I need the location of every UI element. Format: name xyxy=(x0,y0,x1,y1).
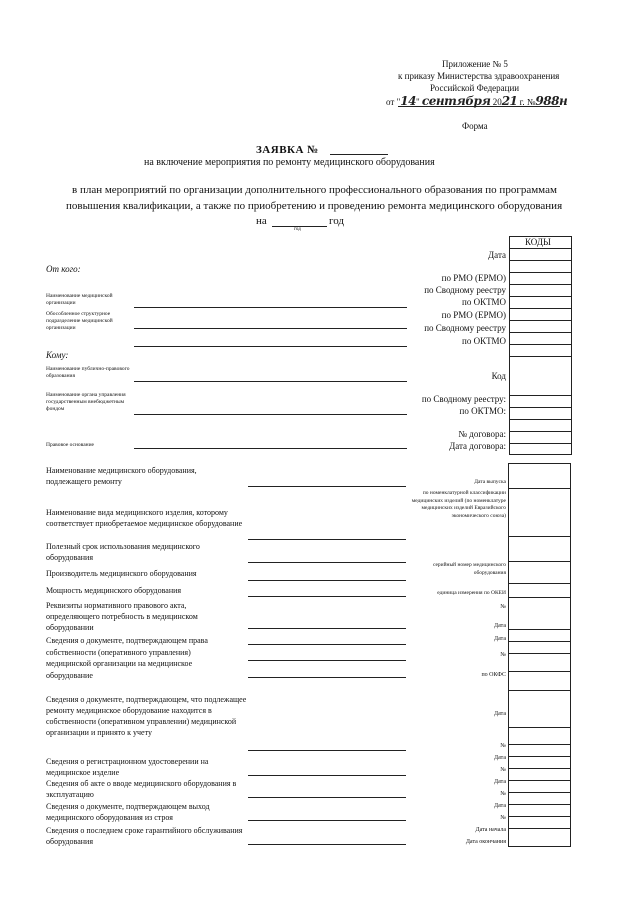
from-org-name-line xyxy=(134,307,407,308)
code-kod-label: Код xyxy=(491,371,506,381)
plan-year-suffix: год xyxy=(329,215,345,227)
equip-serial-label: серийный номер медицинского оборудования xyxy=(432,562,506,576)
order-number: 988н xyxy=(535,94,568,108)
equip-commissioning-no: № xyxy=(500,791,506,797)
equip-manufacturer-line xyxy=(248,580,406,581)
application-number-line xyxy=(330,154,388,155)
equip-name-label: Наименование медицинского оборудования, подлежащего ремонту xyxy=(46,466,197,486)
from-label: От кого: xyxy=(46,264,81,274)
equip-accounting-no: № xyxy=(500,743,506,749)
equip-warranty-label: Сведения о последнем сроке гарантийного обслуживания оборудования xyxy=(46,826,243,846)
equip-useful-life-label: Полезный срок использования медицинского оборудования xyxy=(46,542,200,562)
equip-type-line xyxy=(248,539,406,540)
equip-ownership-line-1 xyxy=(248,644,406,645)
code-oktmo-2-label: по ОКТМО xyxy=(462,336,506,346)
code-oktmo-3-label: по ОКТМО: xyxy=(459,406,506,416)
country-line: Российской Федерации xyxy=(430,83,520,93)
equip-release-date-label: Дата выпуска xyxy=(474,479,506,485)
code-contract-no-label: № договора: xyxy=(458,429,506,439)
from-extra-line xyxy=(134,346,407,347)
from-org-name-label: Наименование медицинской организации xyxy=(46,293,113,306)
equip-ownership-label: Сведения о документе, подтверждающем права собственности (оперативного управления) медицинской организации на медицинское оборудование xyxy=(46,636,208,680)
equip-regulation-label: Реквизиты нормативного правового акта, определяющего потребность в медицинском оборудовании xyxy=(46,601,198,632)
date-prefix: от " xyxy=(386,97,401,107)
date-suffix: г. № xyxy=(517,97,536,107)
equip-warranty-start: Дата начала xyxy=(475,827,506,833)
code-oktmo-1-label: по ОКТМО xyxy=(462,297,506,307)
legal-basis-label: Правовое основание xyxy=(46,442,94,448)
equip-commissioning-date: Дата xyxy=(494,779,506,785)
equip-failure-no: № xyxy=(500,815,506,821)
legal-basis-line xyxy=(134,448,407,449)
equip-accounting-label: Сведения о документе, подтверждающем, что подлежащее ремонту медицинское оборудование находится в собственности (оперативном управлении) медицинской организации и принято к учету xyxy=(46,695,247,737)
date-year-prefix: 20 xyxy=(490,97,502,107)
equip-registration-no: № xyxy=(500,767,506,773)
code-rmo-1-label: по РМО (ЕРМО) xyxy=(441,273,506,283)
equip-warranty-line xyxy=(248,844,406,845)
to-public-entity-line xyxy=(134,381,407,382)
code-svod-1-label: по Сводному реестру xyxy=(424,285,506,295)
equip-type-label: Наименование вида медицинского изделия, которому соответствует приобретаемое медицинское оборудование xyxy=(46,508,243,528)
equip-ownership-line-2 xyxy=(248,660,406,661)
equip-failure-label: Сведения о документе, подтверждающем выход медицинского оборудования из строя xyxy=(46,802,210,822)
appendix-number: Приложение № 5 xyxy=(442,59,508,69)
code-rmo-2-label: по РМО (ЕРМО) xyxy=(441,310,506,320)
equip-registration-label: Сведения о регистрационном удостоверении на медицинское изделие xyxy=(46,757,209,777)
equip-warranty-end: Дата окончания xyxy=(465,839,506,845)
order-line: к приказу Министерства здравоохранения xyxy=(398,71,560,81)
date-mid: " xyxy=(415,97,422,107)
equip-accounting-date: Дата xyxy=(494,711,506,717)
form-label: Форма xyxy=(462,121,488,131)
plan-year-prefix: на xyxy=(256,215,267,227)
code-svod-2-label: по Сводному реестру xyxy=(424,323,506,333)
equip-power-label: Мощность медицинского оборудования xyxy=(46,586,182,595)
equip-manufacturer-label: Производитель медицинского оборудования xyxy=(46,569,197,578)
code-contract-date-label: Дата договора: xyxy=(449,441,506,451)
equip-ownership-date: Дата xyxy=(494,636,506,642)
application-subtitle: на включение мероприятия по ремонту медицинского оборудования xyxy=(144,157,435,168)
from-subdivision-label: Обособленное структурное подразделение медицинской организации xyxy=(46,311,113,331)
equip-registration-date: Дата xyxy=(494,755,506,761)
from-subdivision-line xyxy=(134,328,407,329)
equip-failure-line xyxy=(248,820,406,821)
to-fund-line xyxy=(134,414,407,415)
equip-power-line xyxy=(248,596,406,597)
equip-registration-line xyxy=(248,775,406,776)
to-public-entity-label: Наименование публично-правового образования xyxy=(46,366,130,379)
plan-line-2: повышения квалификации, а также по приобретению и проведению ремонта медицинского оборудования xyxy=(66,200,563,212)
date-underline xyxy=(398,106,560,107)
date-day: 14 xyxy=(400,94,416,108)
date-year: 21 xyxy=(501,94,518,108)
equip-useful-life-line xyxy=(248,562,406,563)
codes-header: КОДЫ xyxy=(525,237,551,247)
equip-ownership-no: № xyxy=(500,652,506,658)
plan-line-1: в план мероприятий по организации дополнительного профессионального образования по программам xyxy=(72,184,557,196)
equip-regulation-date: Дата xyxy=(494,623,506,629)
equip-commissioning-line xyxy=(248,797,406,798)
equipment-codes-box xyxy=(508,463,571,847)
equip-accounting-line xyxy=(248,750,406,751)
equip-regulation-line xyxy=(248,628,406,629)
equip-okei-label: единица измерения по ОКЕИ xyxy=(437,590,506,596)
application-title: ЗАЯВКА № xyxy=(256,144,319,156)
code-date-label: Дата xyxy=(488,250,506,260)
equip-okfs-label: по ОКФС xyxy=(481,672,506,678)
codes-box-2 xyxy=(509,356,572,455)
equip-name-line xyxy=(248,486,406,487)
equip-failure-date: Дата xyxy=(494,803,506,809)
equip-regulation-no: № xyxy=(500,604,506,610)
equip-commissioning-label: Сведения об акте о вводе медицинского оборудования в эксплуатацию xyxy=(46,779,237,799)
to-label: Кому: xyxy=(46,350,69,360)
date-month: сентября xyxy=(421,94,491,108)
codes-box-1 xyxy=(509,236,572,357)
to-fund-label: Наименование органа управления государственным внебюджетным фондом xyxy=(46,392,126,412)
plan-year-caption: год xyxy=(294,227,301,232)
equip-ownership-line-3 xyxy=(248,677,406,678)
code-svod-3-label: по Сводному реестру: xyxy=(421,394,506,404)
equip-nomenclature-label: по номенклатурной классификации медицинских изделий (по номенклатуре медицинских изделий Евразийского экономического союза) xyxy=(411,490,506,519)
